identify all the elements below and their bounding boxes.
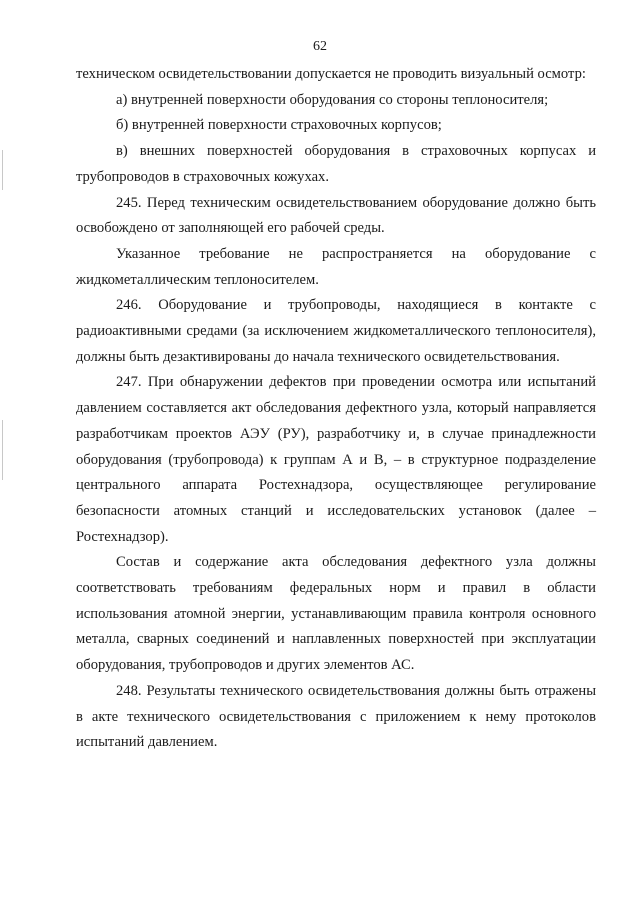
page-number: 62 (313, 39, 327, 54)
paragraph-246: 246. Оборудование и трубопроводы, находящиеся в контакте с радиоактивными средами (за исключением жидкометаллического теплоносителя), должны быть дезактивированы до начала технического освидетельствования. (76, 297, 596, 365)
paragraph-248: 248. Результаты технического освидетельствования должны быть отражены в акте технического освидетельствования с приложением к нему протоколов испытаний давлением. (76, 682, 596, 751)
paragraph-245: 245. Перед техническим освидетельствованием оборудование должно быть освобождено от заполняющей его рабочей среды. (76, 194, 596, 237)
paragraph-item-a: а) внутренней поверхности оборудования со стороны теплоносителя; (116, 91, 549, 108)
paragraph-247: 247. При обнаружении дефектов при проведении осмотра или испытаний давлением составляется акт обследования дефектного узла, который направляется разработчикам проектов АЭУ (РУ), разработчику и, в случае принадлежности оборудования (трубопровода) к группам А и В, – в структурное подразделение центрального аппарата Ростехнадзора, осуществляющее регулирование безопасности атомных станций и исследовательских установок (далее – Ростехнадзор). (76, 374, 596, 545)
scan-edge-mark (2, 420, 3, 480)
paragraph-item-b: б) внутренней поверхности страховочных корпусов; (116, 117, 442, 134)
paragraph-continuation: техническом освидетельствовании допускается не проводить визуальный осмотр: (76, 66, 586, 82)
paragraph-247-note: Состав и содержание акта обследования дефектного узла должны соответствовать требованиям федеральных норм и правил в области использования атомной энергии, устанавливающим правила контроля основного металла, сварных соединений и наплавленных поверхностей при эксплуатации оборудования, трубопроводов и других элементов АС. (76, 554, 596, 674)
scan-edge-mark (2, 150, 3, 190)
paragraph-item-c: в) внешних поверхностей оборудования в страховочных корпусах и трубопроводов в страховочных кожухах. (76, 143, 596, 185)
document-body (76, 62, 596, 756)
paragraph-245-note: Указанное требование не распространяется на оборудование с жидкометаллическим теплоносителем. (76, 245, 596, 288)
